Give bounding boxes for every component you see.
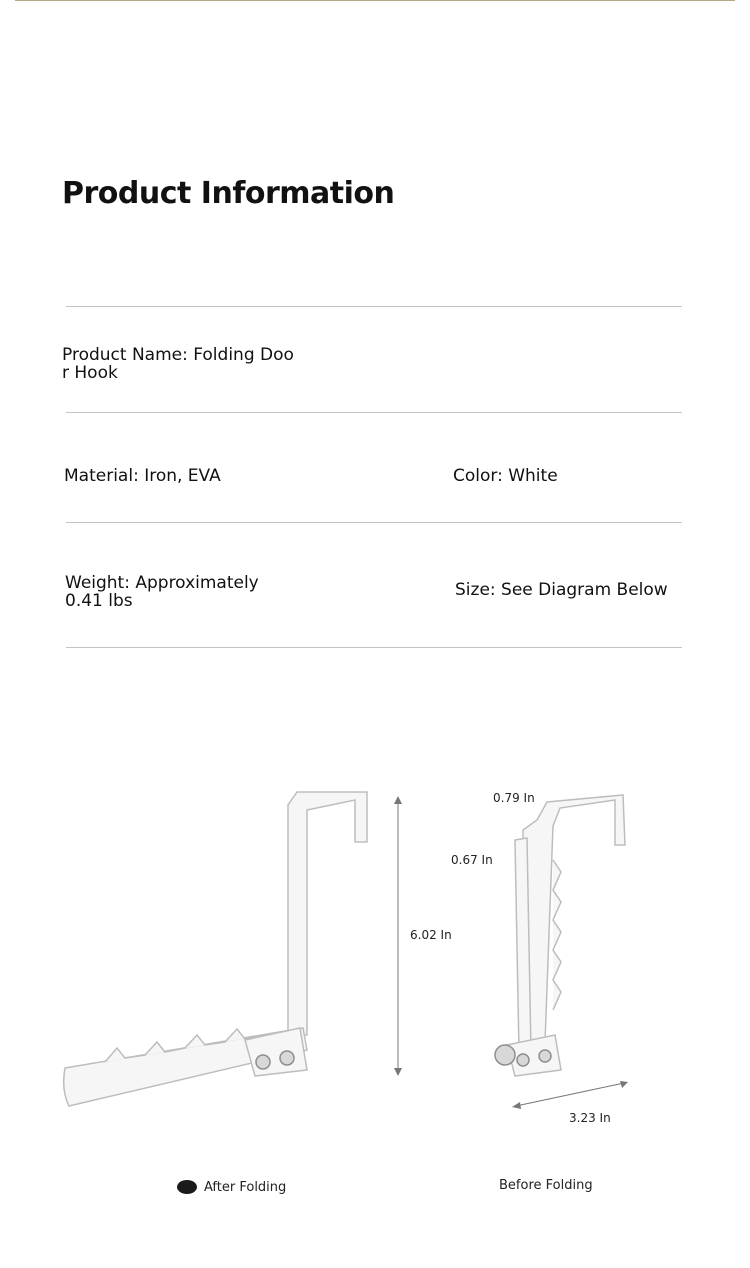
weight: Weight: Approximately 0.41 lbs [65,573,259,611]
hook-after-folding-illustration [55,780,385,1120]
before-folding-caption: Before Folding [499,1178,593,1193]
length-dimension-line [510,1078,630,1112]
divider-3 [66,522,682,523]
divider-2 [66,412,682,413]
top-width-label: 0.79 In [493,791,535,805]
top-accent-line [15,0,735,1]
page-title: Product Information [62,176,395,211]
hook-depth-label: 0.67 In [451,853,493,867]
height-dimension-line [390,796,406,1076]
length-label: 3.23 In [569,1111,611,1125]
size: Size: See Diagram Below [455,580,668,600]
dot-icon [176,1178,198,1196]
after-folding-caption: After Folding [204,1180,287,1195]
color: Color: White [453,466,558,486]
material: Material: Iron, EVA [64,466,221,486]
product-name: Product Name: Folding Door Hook [62,345,294,383]
divider-1 [66,306,682,307]
height-label: 6.02 In [410,928,452,942]
hook-before-folding-illustration [485,790,635,1090]
divider-4 [66,647,682,648]
